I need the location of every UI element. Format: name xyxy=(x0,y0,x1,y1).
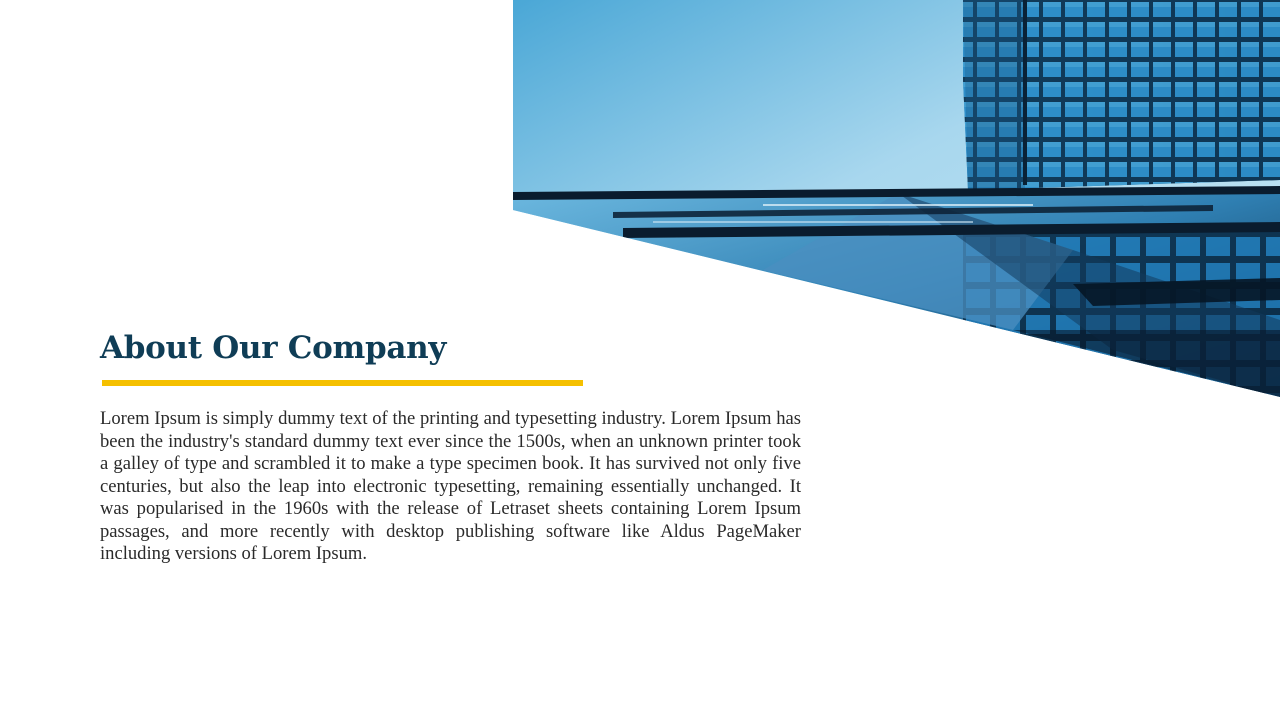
skyscraper-photo xyxy=(513,0,1280,397)
title-accent-bar xyxy=(102,380,583,386)
page-title: About Our Company xyxy=(100,330,447,366)
body-paragraph: Lorem Ipsum is simply dummy text of the printing and typesetting industry. Lorem Ipsum has been the industry's standard dummy text ever since the 1500s, when an unknown printer took a galley of type and scrambled it to make a type specimen book. It has survived not only five centuries, but also the leap into electronic typesetting, remaining essentially unchanged. It was popularised in the 1960s with the release of Letraset sheets containing Lorem Ipsum passages, and more recently with desktop publishing software like Aldus PageMaker including versions of Lorem Ipsum. xyxy=(100,408,801,564)
